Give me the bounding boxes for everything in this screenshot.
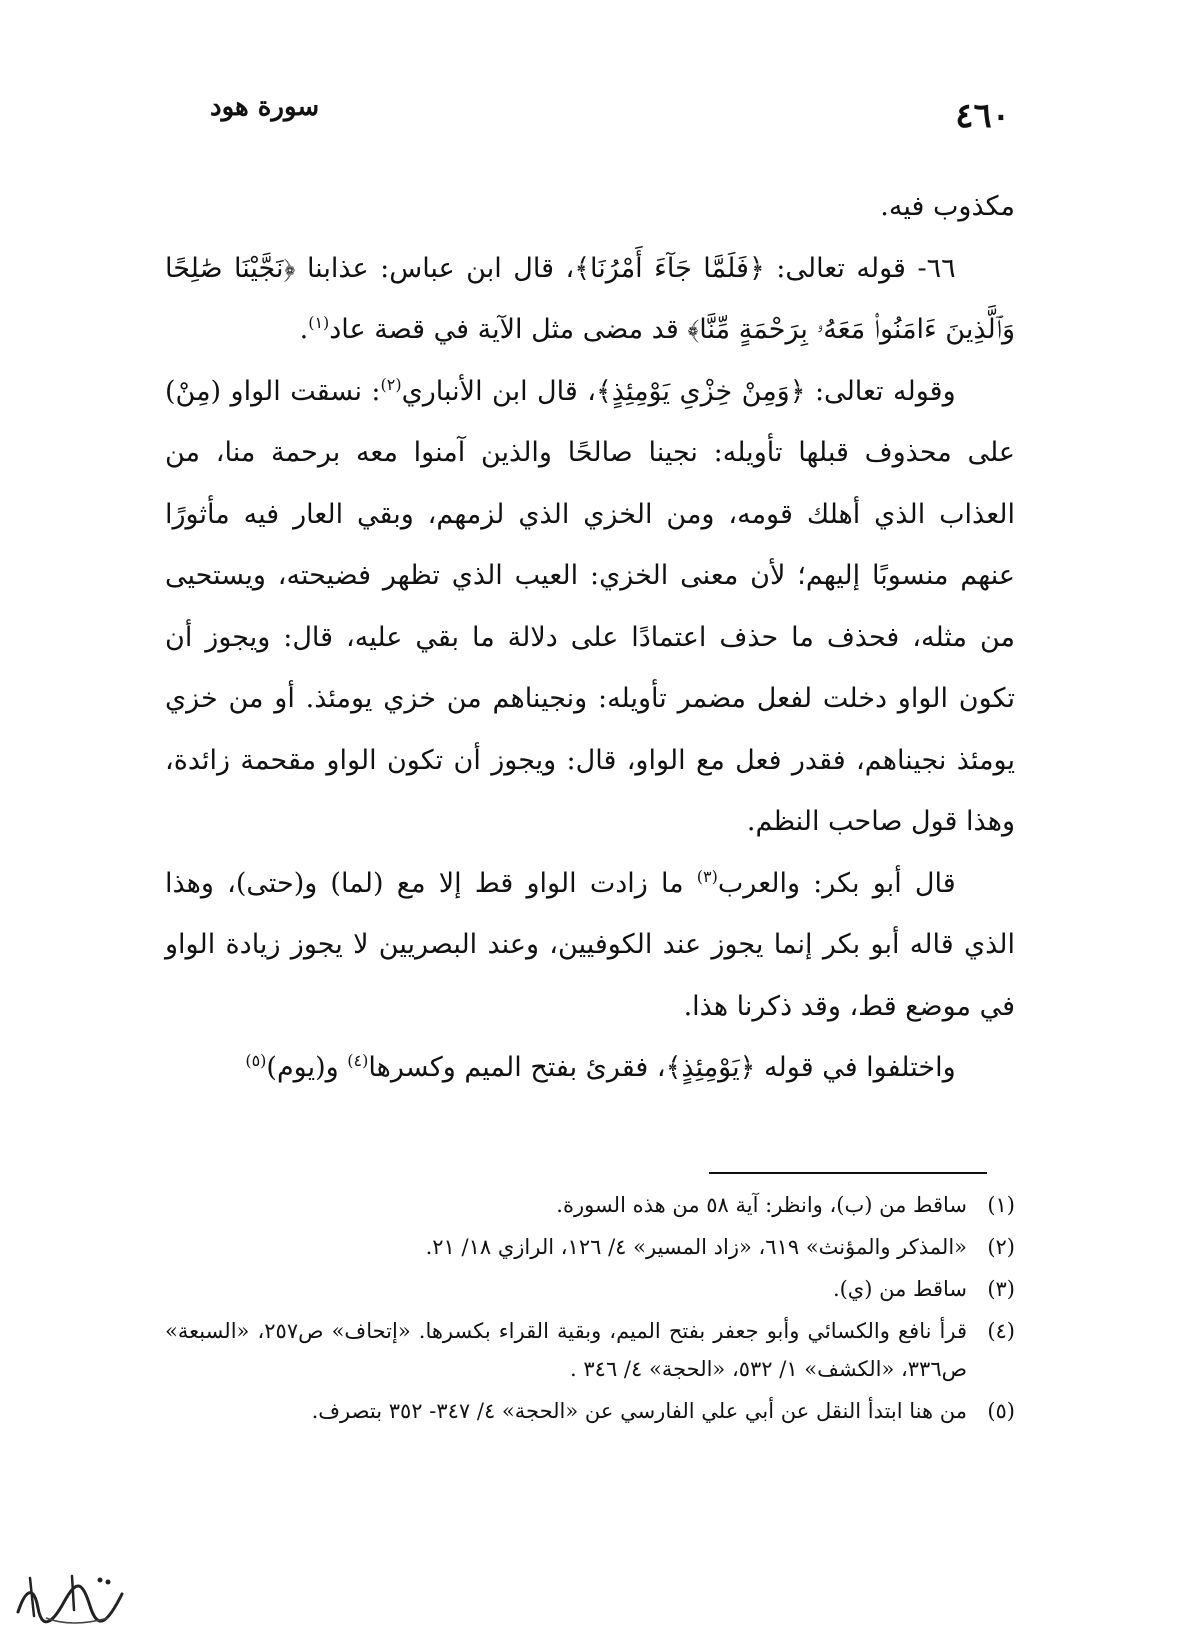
paragraph-5 bbox=[165, 1037, 1015, 1099]
p4-text-b: ما زادت الواو قط إلا مع (لما) و(حتى)، وهذا الذي قاله أبو بكر إنما يجوز عند الكوفيين، وعند البصريين لا يجوز زيادة الواو في موضع قط، وقد ذكرنا هذا. bbox=[165, 867, 1015, 1022]
footnote-item bbox=[165, 1392, 1015, 1430]
logo-dot bbox=[98, 1578, 103, 1583]
footnote-text: قرأ نافع والكسائي وأبو جعفر بفتح الميم، وبقية القراء بكسرها. «إتحاف» ص٢٥٧، «السبعة» ص٣٣٦، «الكشف» ١/ ٥٣٢، «الحجة» ٤/ ٣٤٦ . bbox=[165, 1319, 968, 1381]
footnote-item bbox=[165, 1270, 1015, 1308]
quran-quote: ﴿يَوْمِئِذٍ﴾ bbox=[665, 1052, 756, 1083]
footnote-ref-2: (٢) bbox=[380, 374, 402, 394]
quran-quote: ﴿وَمِنْ خِزْىِ يَوْمِئِذٍ﴾ bbox=[595, 375, 806, 407]
footnote-text: من هنا ابتدأ النقل عن أبي علي الفارسي عن «الحجة» ٤/ ٣٤٧- ٣٥٢ بتصرف. bbox=[311, 1399, 967, 1423]
footnote-number: (٣) bbox=[987, 1277, 1015, 1301]
footnotes bbox=[165, 1186, 1015, 1434]
footnote-number: (١) bbox=[987, 1193, 1015, 1217]
footnote-item bbox=[165, 1186, 1015, 1224]
footnote-ref-5: (٥) bbox=[245, 1051, 267, 1070]
p3-text-b: ، قال ابن الأنباري bbox=[401, 375, 596, 407]
publisher-logo bbox=[12, 1568, 130, 1630]
main-text bbox=[165, 176, 1015, 1099]
p5-text-b: ، فقرئ بفتح الميم وكسرها bbox=[368, 1052, 666, 1083]
quran-quote: ﴿نَجَّيْنَا صَٰلِحًا وَٱلَّذِينَ ءَامَنُوا۟ مَعَهُۥ بِرَحْمَةٍ مِّنَّا﴾ bbox=[165, 252, 1015, 345]
page-header bbox=[210, 92, 1010, 142]
page-number: ٤٦٠ bbox=[955, 96, 1010, 136]
footnote-text: ساقط من (ي). bbox=[832, 1277, 967, 1301]
paragraph-1-text: مكذوب فيه. bbox=[880, 191, 1015, 222]
footnote-number: (٢) bbox=[987, 1235, 1015, 1259]
p3-text-a: وقوله تعالى: bbox=[805, 375, 956, 407]
paragraph-3 bbox=[165, 361, 1015, 853]
footnote-ref-1: (١) bbox=[308, 313, 330, 332]
running-title: سورة هود bbox=[210, 92, 320, 122]
p5-text-a: واختلفوا في قوله bbox=[755, 1052, 956, 1083]
footnote-text: ساقط من (ب)، وانظر: آية ٥٨ من هذه السورة. bbox=[556, 1193, 967, 1217]
footnote-text: «المذكر والمؤنث» ٦١٩، «زاد المسير» ٤/ ١٢٦، الرازي ١٨/ ٢١. bbox=[425, 1235, 967, 1259]
footnote-item bbox=[165, 1312, 1015, 1388]
p2-text-a: ٦٦- قوله تعالى: bbox=[764, 252, 956, 284]
p3-text-c: : نسقت الواو (مِنْ) على محذوف قبلها تأويله: نجينا صالحًا والذين آمنوا معه برحمة منا، من العذاب الذي أهلك قومه، ومن الخزي الذي لزمهم، وبقي العار فيه مأثورًا عنهم منسوبًا إليهم؛ لأن معنى الخزي: العيب الذي تظهر فضيحته، ويستحيى من مثله، فحذف ما حذف اعتمادًا على دلالة ما بقي عليه، قال: ويجوز أن تكون الواو دخلت لفعل مضمر تأويله: ونجيناهم من خزي يومئذ. أو من خزي يومئذ نجيناهم، فقدر فعل مع الواو، قال: ويجوز أن تكون الواو مقحمة زائدة، وهذا قول صاحب النظم. bbox=[165, 375, 1015, 837]
paragraph-2 bbox=[165, 238, 1015, 361]
footnote-number: (٤) bbox=[987, 1319, 1015, 1343]
paragraph-1 bbox=[165, 176, 1015, 238]
logo-dot bbox=[106, 1580, 111, 1585]
p2-text-b: ، قال ابن عباس: عذابنا bbox=[295, 252, 575, 284]
footnote-number: (٥) bbox=[987, 1399, 1015, 1423]
p2-text-d: . bbox=[299, 314, 309, 345]
footnote-item bbox=[165, 1228, 1015, 1266]
p2-text-c: قد مضى مثل الآية في قصة عاد bbox=[329, 314, 688, 345]
footnote-separator bbox=[709, 1172, 987, 1174]
footnote-ref-3: (٣) bbox=[696, 866, 718, 886]
quran-quote: ﴿فَلَمَّا جَآءَ أَمْرُنَا﴾ bbox=[574, 252, 765, 284]
p4-text-a: قال أبو بكر: والعرب bbox=[717, 867, 956, 899]
footnote-ref-4: (٤) bbox=[347, 1051, 369, 1070]
p5-text-c: و(يوم) bbox=[266, 1052, 348, 1083]
paragraph-4 bbox=[165, 853, 1015, 1038]
